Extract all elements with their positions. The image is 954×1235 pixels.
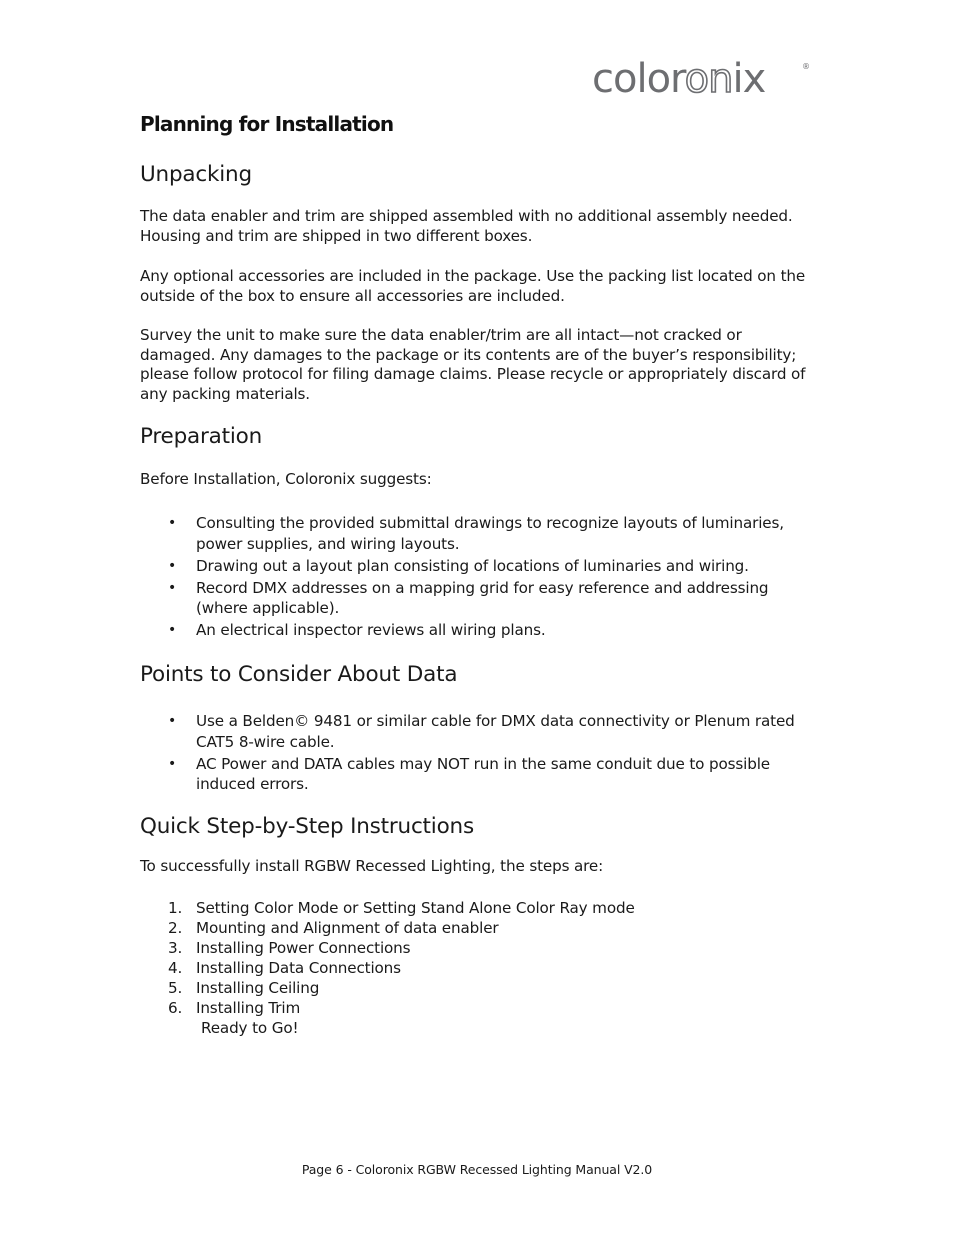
bullet-icon: • — [168, 713, 177, 729]
list-item: 2. Mounting and Alignment of data enabler — [168, 919, 499, 937]
list-item: 5. Installing Ceiling — [168, 979, 320, 997]
list-item: 4. Installing Data Connections — [168, 959, 401, 977]
data-heading: Points to Consider About Data — [140, 662, 458, 687]
list-item: 3. Installing Power Connections — [168, 939, 411, 957]
steps-closing: Ready to Go! — [201, 1019, 299, 1037]
preparation-heading: Preparation — [140, 424, 263, 449]
bullet-icon: • — [168, 515, 177, 531]
coloronix-logo — [592, 56, 812, 102]
logo-wordmark: coloronix — [592, 56, 766, 102]
steps-heading: Quick Step-by-Step Instructions — [140, 814, 474, 839]
unpacking-paragraph-2: Any optional accessories are included in the package. Use the packing list located on the outside of the box to ensure all accessories are included. — [140, 267, 806, 305]
list-item: 1. Setting Color Mode or Setting Stand Alone Color Ray mode — [168, 899, 635, 917]
unpacking-heading: Unpacking — [140, 162, 252, 187]
bullet-icon: • — [168, 557, 177, 574]
list-item: • Drawing out a layout plan consisting of locations of luminaries and wiring. — [168, 556, 749, 575]
preparation-intro: Before Installation, Coloronix suggests: — [140, 470, 432, 488]
page-title: Planning for Installation — [140, 112, 394, 136]
registered-mark: ® — [802, 62, 810, 71]
unpacking-paragraph-1: The data enabler and trim are shipped assembled with no additional assembly needed. Housing and trim are shipped in two different boxes. — [140, 207, 793, 245]
bullet-icon: • — [168, 579, 177, 596]
list-item: 6. Installing Trim — [168, 999, 301, 1017]
bullet-icon: • — [168, 755, 177, 772]
preparation-list — [140, 513, 820, 642]
list-item: • Use a Belden© 9481 or similar cable for DMX data connectivity or Plenum rated CAT5 8-wire cable. — [168, 712, 795, 751]
bullet-icon: • — [168, 622, 177, 638]
list-item: • Consulting the provided submittal drawings to recognize layouts of luminaries, power supplies, and wiring layouts. — [168, 514, 784, 553]
data-list — [140, 711, 820, 796]
list-item: • An electrical inspector reviews all wiring plans. — [168, 621, 546, 639]
page-footer: Page 6 - Coloronix RGBW Recessed Lighting Manual V2.0 — [301, 1162, 653, 1177]
steps-intro: To successfully install RGBW Recessed Lighting, the steps are: — [140, 857, 604, 875]
steps-list — [140, 898, 820, 1038]
list-item: • AC Power and DATA cables may NOT run in the same conduit due to possible induced errors. — [168, 754, 770, 793]
unpacking-paragraph-3: Survey the unit to make sure the data enabler/trim are all intact—not cracked or damaged. Any damages to the package or its contents are of the buyer’s responsibility; please follow protocol for filing damage claims. Please recycle or appropriately discard of any packing materials. — [140, 326, 806, 403]
list-item: • Record DMX addresses on a mapping grid for easy reference and addressing (where applicable). — [168, 578, 769, 617]
